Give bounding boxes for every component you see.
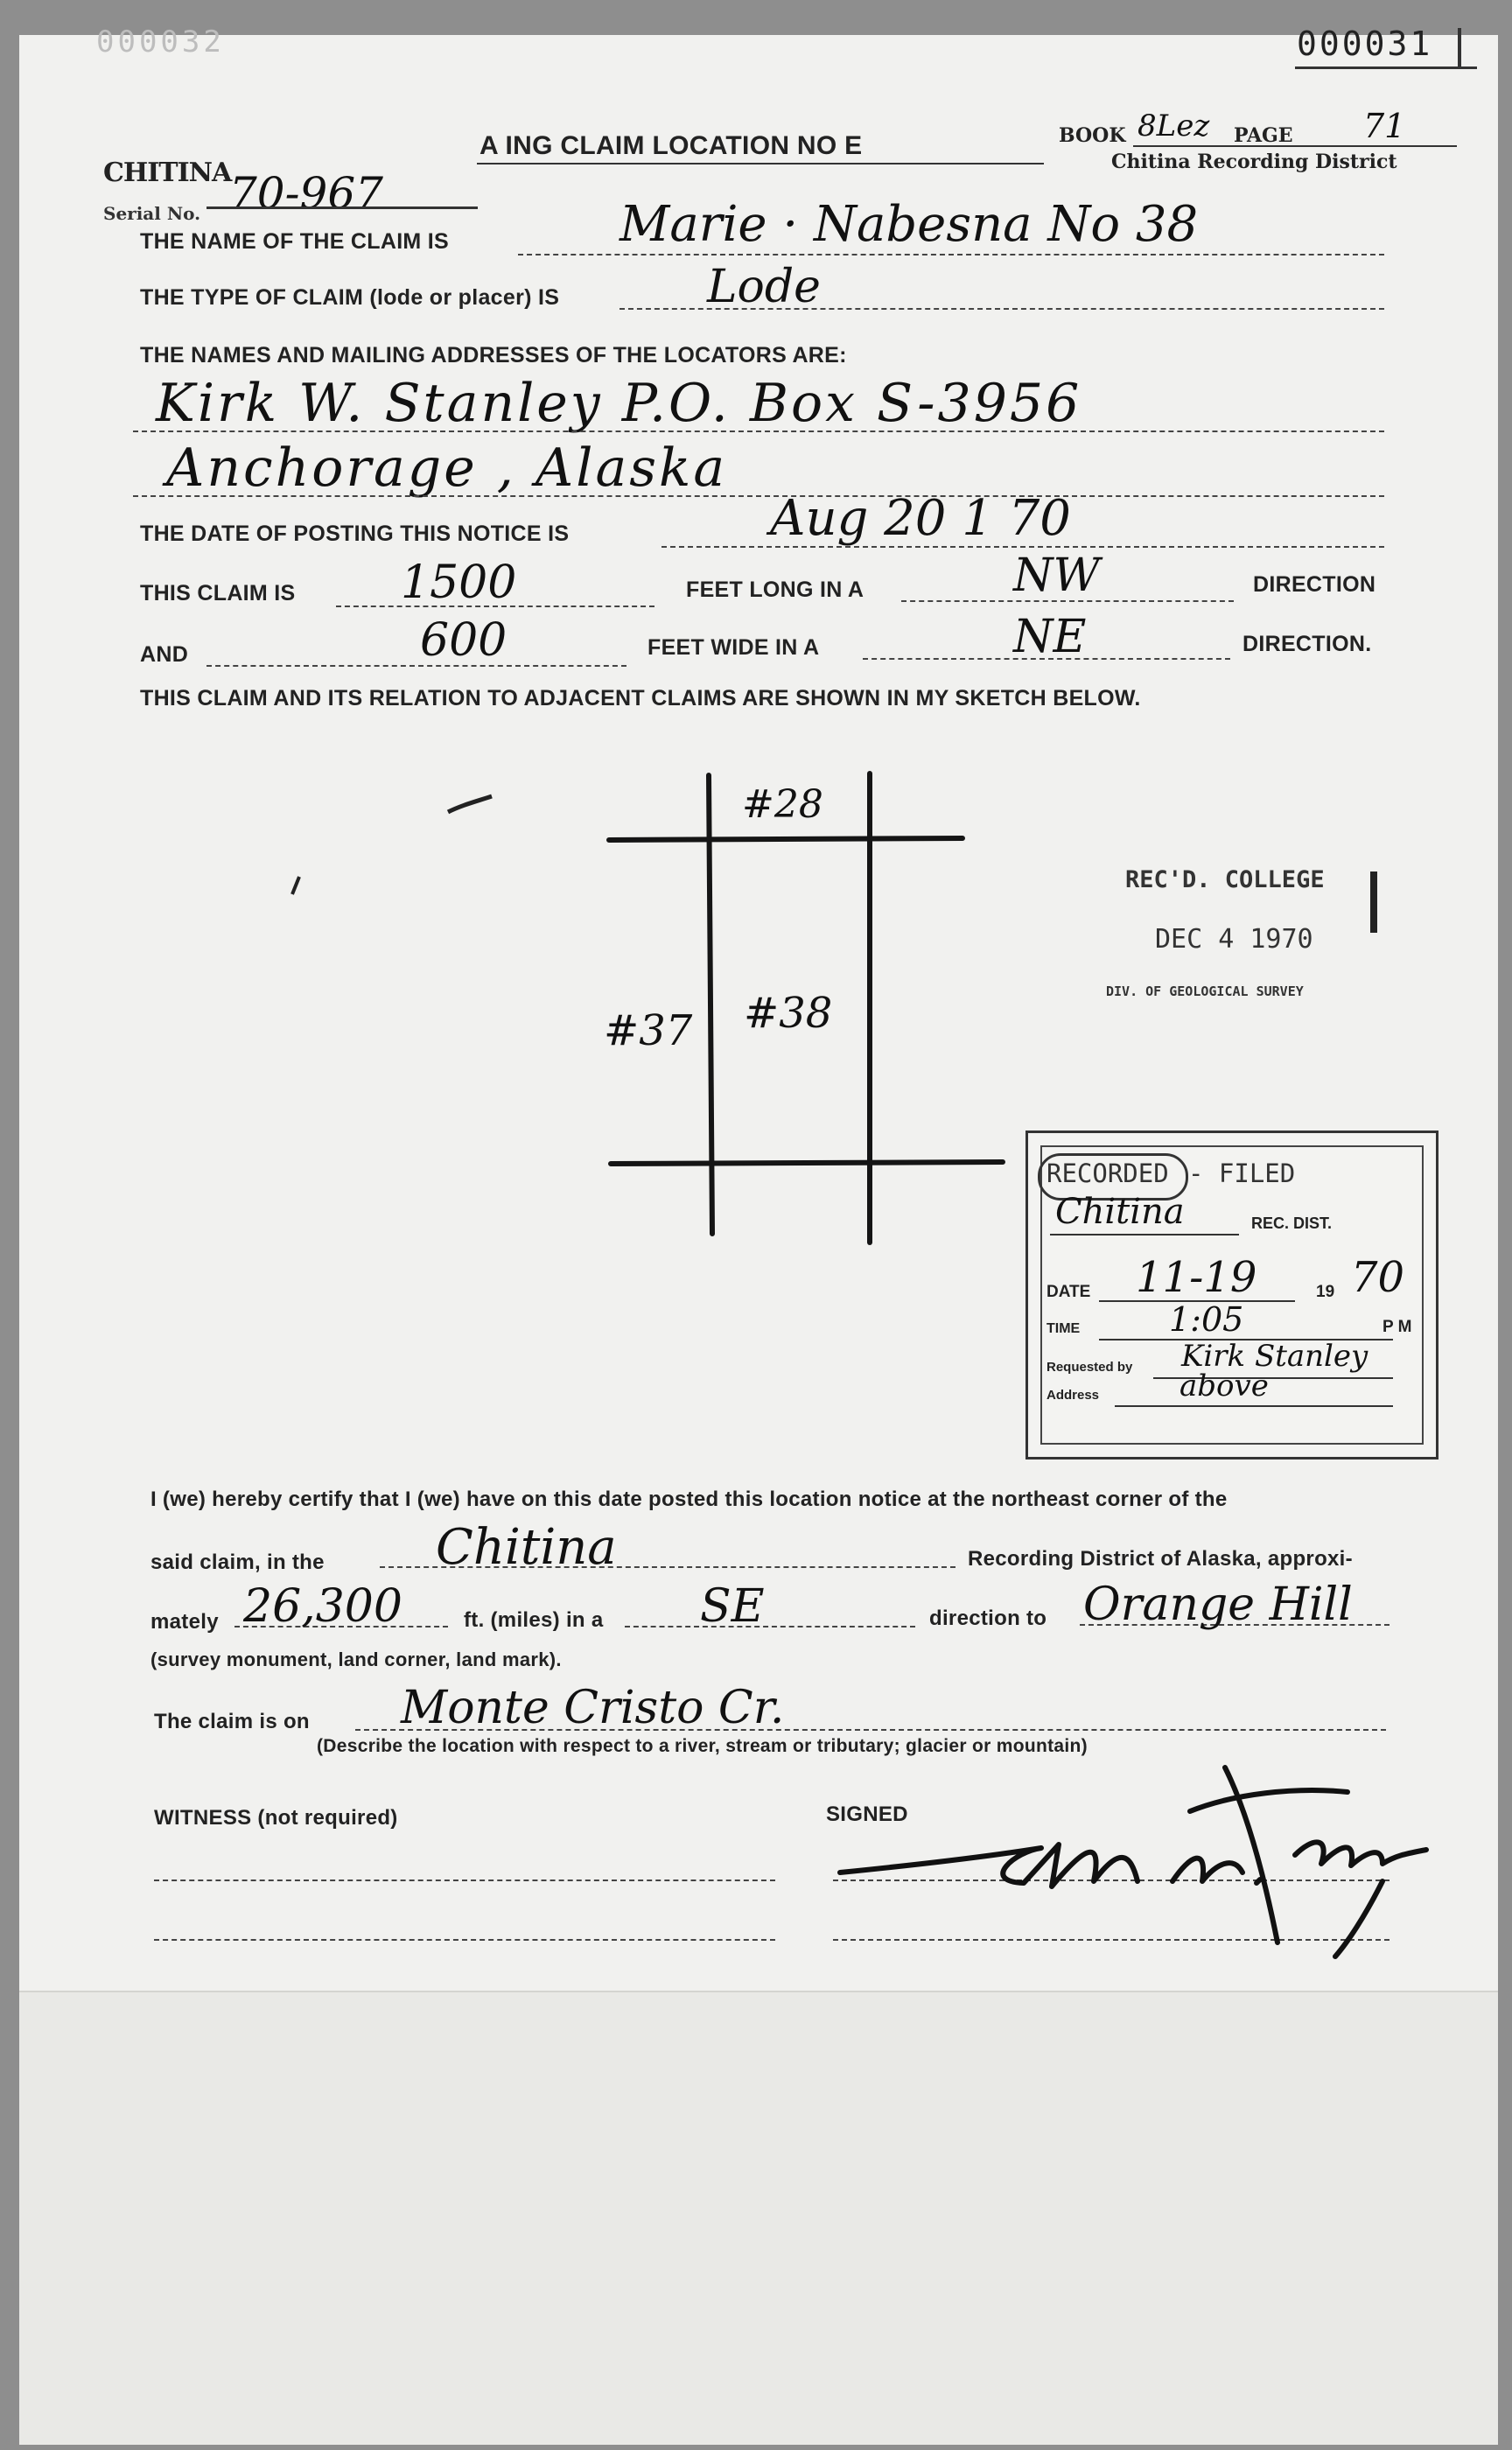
faded-number: 000032 bbox=[96, 24, 225, 60]
serial-label: Serial No. bbox=[103, 203, 201, 224]
serial-underline bbox=[206, 206, 478, 209]
witness-line-1 bbox=[154, 1880, 775, 1881]
recorded-date-label: DATE bbox=[1046, 1283, 1091, 1301]
wide-direction-value: NE bbox=[1013, 611, 1087, 663]
recorded-date-value: 11-19 bbox=[1136, 1253, 1257, 1302]
received-stamp-date: DEC 4 1970 bbox=[1155, 924, 1313, 955]
received-stamp-line1: REC'D. COLLEGE bbox=[1125, 866, 1325, 893]
recorded-time-suffix: P M bbox=[1382, 1318, 1412, 1336]
direction-label: DIRECTION bbox=[1253, 572, 1376, 597]
page-value: 71 bbox=[1363, 107, 1406, 145]
signed-label: SIGNED bbox=[826, 1802, 908, 1826]
claim-name-line bbox=[518, 254, 1384, 256]
claim-name-value: Marie · Nabesna No 38 bbox=[620, 196, 1199, 253]
recorded-time-label: TIME bbox=[1046, 1321, 1081, 1336]
claim-type-label: THE TYPE OF CLAIM (lode or placer) IS bbox=[140, 285, 560, 310]
locator-line2: Anchorage , Alaska bbox=[166, 438, 728, 499]
certification-district-value: Chitina bbox=[436, 1519, 617, 1576]
and-label: AND bbox=[140, 642, 189, 667]
witness-label: WITNESS (not required) bbox=[154, 1806, 398, 1830]
stray-marks bbox=[262, 770, 542, 910]
number-underline bbox=[1295, 66, 1477, 69]
direction-label-2: DIRECTION. bbox=[1242, 632, 1372, 656]
recorded-address-rule bbox=[1115, 1405, 1393, 1407]
claim-name-label: THE NAME OF THE CLAIM IS bbox=[140, 229, 450, 254]
recorded-requested-label: Requested by bbox=[1046, 1360, 1133, 1375]
page-label: PAGE bbox=[1234, 124, 1293, 147]
received-stamp-line3: DIV. OF GEOLOGICAL SURVEY bbox=[1106, 984, 1304, 999]
recorded-address-label: Address bbox=[1046, 1388, 1100, 1403]
district-stamp: CHITINA bbox=[103, 158, 232, 188]
recording-district: Chitina Recording District bbox=[1111, 150, 1397, 173]
recorded-district-rule bbox=[1050, 1234, 1239, 1236]
claim-on-label: The claim is on bbox=[154, 1710, 310, 1733]
serial-value: 70-967 bbox=[229, 168, 383, 219]
sketch-label: THIS CLAIM AND ITS RELATION TO ADJACENT CLAIMS ARE SHOWN IN MY SKETCH BELOW. bbox=[140, 686, 1141, 710]
recorded-district-value: Chitina bbox=[1055, 1192, 1185, 1232]
locator-line2-rule bbox=[133, 495, 1384, 497]
length-label: THIS CLAIM IS bbox=[140, 581, 296, 606]
length-value: 1500 bbox=[401, 556, 517, 609]
number-tick bbox=[1458, 28, 1461, 66]
feet-wide-label: FEET WIDE IN A bbox=[648, 635, 820, 660]
distance-value: 26,300 bbox=[243, 1580, 402, 1633]
certification-line1: I (we) hereby certify that I (we) have on this date posted this location notice at the northeast corner of the bbox=[150, 1488, 1228, 1511]
locator-line1: Kirk W. Stanley P.O. Box S-3956 bbox=[156, 373, 1082, 434]
document-number: 000031 bbox=[1297, 24, 1433, 63]
book-label: BOOK bbox=[1059, 124, 1126, 147]
witness-line-2 bbox=[154, 1939, 775, 1941]
received-stamp-bar bbox=[1370, 872, 1377, 933]
direction-to-label: direction to bbox=[929, 1606, 1047, 1630]
posting-date-value: Aug 20 1 70 bbox=[770, 490, 1071, 547]
lower-fold bbox=[19, 1991, 1498, 2445]
signature-mark bbox=[822, 1750, 1452, 1960]
sketch-line-top bbox=[609, 838, 962, 840]
sketch-claim-north: #28 bbox=[742, 782, 823, 827]
recording-district-label: Recording District of Alaska, approxi- bbox=[968, 1547, 1353, 1571]
ft-label: ft. (miles) in a bbox=[464, 1608, 604, 1632]
recorded-address-value: above bbox=[1180, 1368, 1269, 1404]
width-line bbox=[206, 665, 626, 667]
claim-type-value: Lode bbox=[707, 261, 821, 313]
recorded-stamp-title-rest: - FILED bbox=[1188, 1158, 1296, 1188]
recorded-district-label: REC. DIST. bbox=[1251, 1214, 1333, 1232]
sketch-claim-this: #38 bbox=[744, 989, 833, 1038]
locator-line1-rule bbox=[133, 430, 1384, 432]
recorded-time-value: 1:05 bbox=[1169, 1300, 1244, 1339]
locators-label: THE NAMES AND MAILING ADDRESSES OF THE LOCATORS ARE: bbox=[140, 343, 847, 368]
landmark-value: Orange Hill bbox=[1083, 1578, 1353, 1631]
recorded-requested-value: Kirk Stanley bbox=[1181, 1339, 1368, 1374]
mately-label: mately bbox=[150, 1610, 219, 1634]
sketch-line-bottom bbox=[611, 1162, 1003, 1164]
long-direction-value: NW bbox=[1013, 550, 1100, 602]
said-claim-label: said claim, in the bbox=[150, 1550, 325, 1574]
claim-on-value: Monte Cristo Cr. bbox=[401, 1682, 785, 1734]
recorded-year-value: 70 bbox=[1351, 1253, 1405, 1302]
describe-note: (Describe the location with respect to a river, stream or tributary; glacier or mountain) bbox=[317, 1736, 1088, 1756]
posting-date-label: THE DATE OF POSTING THIS NOTICE IS bbox=[140, 522, 570, 546]
book-value: 8Lez bbox=[1138, 108, 1210, 144]
certification-direction-line bbox=[625, 1626, 915, 1628]
form-title-underline bbox=[477, 163, 1044, 164]
feet-long-label: FEET LONG IN A bbox=[686, 578, 864, 602]
recorded-stamp-title: RECORDED bbox=[1046, 1158, 1169, 1188]
sketch-claim-west: #37 bbox=[604, 1006, 693, 1055]
width-value: 600 bbox=[420, 614, 508, 667]
certification-direction-value: SE bbox=[700, 1580, 765, 1633]
recorded-year-prefix: 19 bbox=[1316, 1283, 1335, 1301]
survey-note: (survey monument, land corner, land mark). bbox=[150, 1648, 562, 1670]
book-underline bbox=[1133, 145, 1457, 147]
form-title: A ING CLAIM LOCATION NO E bbox=[480, 131, 863, 160]
